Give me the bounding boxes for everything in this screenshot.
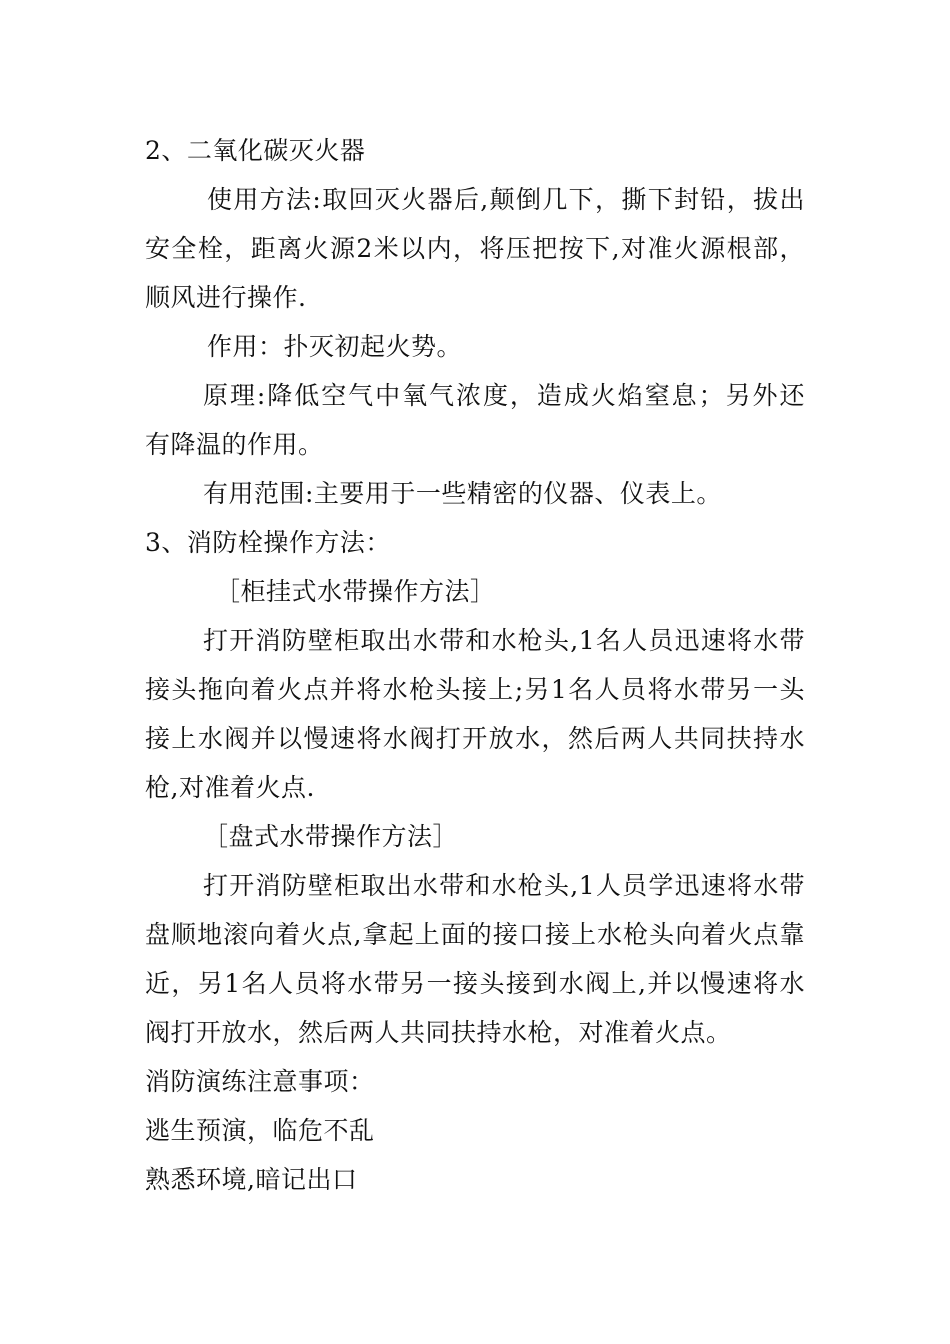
heading-hydrant-operation: 3、消防栓操作方法： — [145, 528, 391, 557]
reel-hose-line-2: 盘顺地滚向着火点,拿起上面的接口接上水枪头向着火点靠 — [145, 920, 805, 949]
cabinet-hose-line-4: 枪,对准着火点. — [145, 773, 315, 802]
usage-method-line-1: 使用方法:取回灭火器后,颠倒几下，撕下封铅，拔出 — [207, 185, 805, 214]
cabinet-hose-line-1: 打开消防壁柜取出水带和水枪头,1名人员迅速将水带 — [203, 626, 805, 655]
subheading-reel-hose: ［盘式水带操作方法］ — [203, 822, 459, 851]
reel-hose-line-1: 打开消防壁柜取出水带和水枪头,1人员学迅速将水带 — [203, 871, 805, 900]
principle-line-2: 有降温的作用。 — [145, 430, 324, 459]
usage-method-line-3: 顺风进行操作. — [145, 283, 307, 312]
cabinet-hose-line-3: 接上水阀并以慢速将水阀打开放水，然后两人共同扶持水 — [145, 724, 805, 753]
drill-note-1: 逃生预演，临危不乱 — [145, 1116, 375, 1145]
heading-co2-extinguisher: 2、二氧化碳灭火器 — [145, 136, 366, 165]
usage-method-line-2: 安全栓，距离火源2米以内，将压把按下,对准火源根部， — [145, 234, 805, 263]
cabinet-hose-line-2: 接头拖向着火点并将水枪头接上;另1名人员将水带另一头 — [145, 675, 805, 704]
scope-line: 有用范围:主要用于一些精密的仪器、仪表上。 — [203, 479, 722, 508]
drill-note-2: 熟悉环境,暗记出口 — [145, 1165, 358, 1194]
document-body — [145, 126, 805, 1204]
heading-drill-notes: 消防演练注意事项： — [145, 1067, 375, 1096]
reel-hose-line-3: 近，另1名人员将水带另一接头接到水阀上,并以慢速将水 — [145, 969, 805, 998]
subheading-cabinet-hose: ［柜挂式水带操作方法］ — [215, 577, 496, 606]
function-line: 作用：扑灭初起火势。 — [207, 332, 463, 361]
principle-line-1: 原理:降低空气中氧气浓度，造成火焰窒息；另外还 — [203, 381, 805, 410]
reel-hose-line-4: 阀打开放水，然后两人共同扶持水枪，对准着火点。 — [145, 1018, 732, 1047]
